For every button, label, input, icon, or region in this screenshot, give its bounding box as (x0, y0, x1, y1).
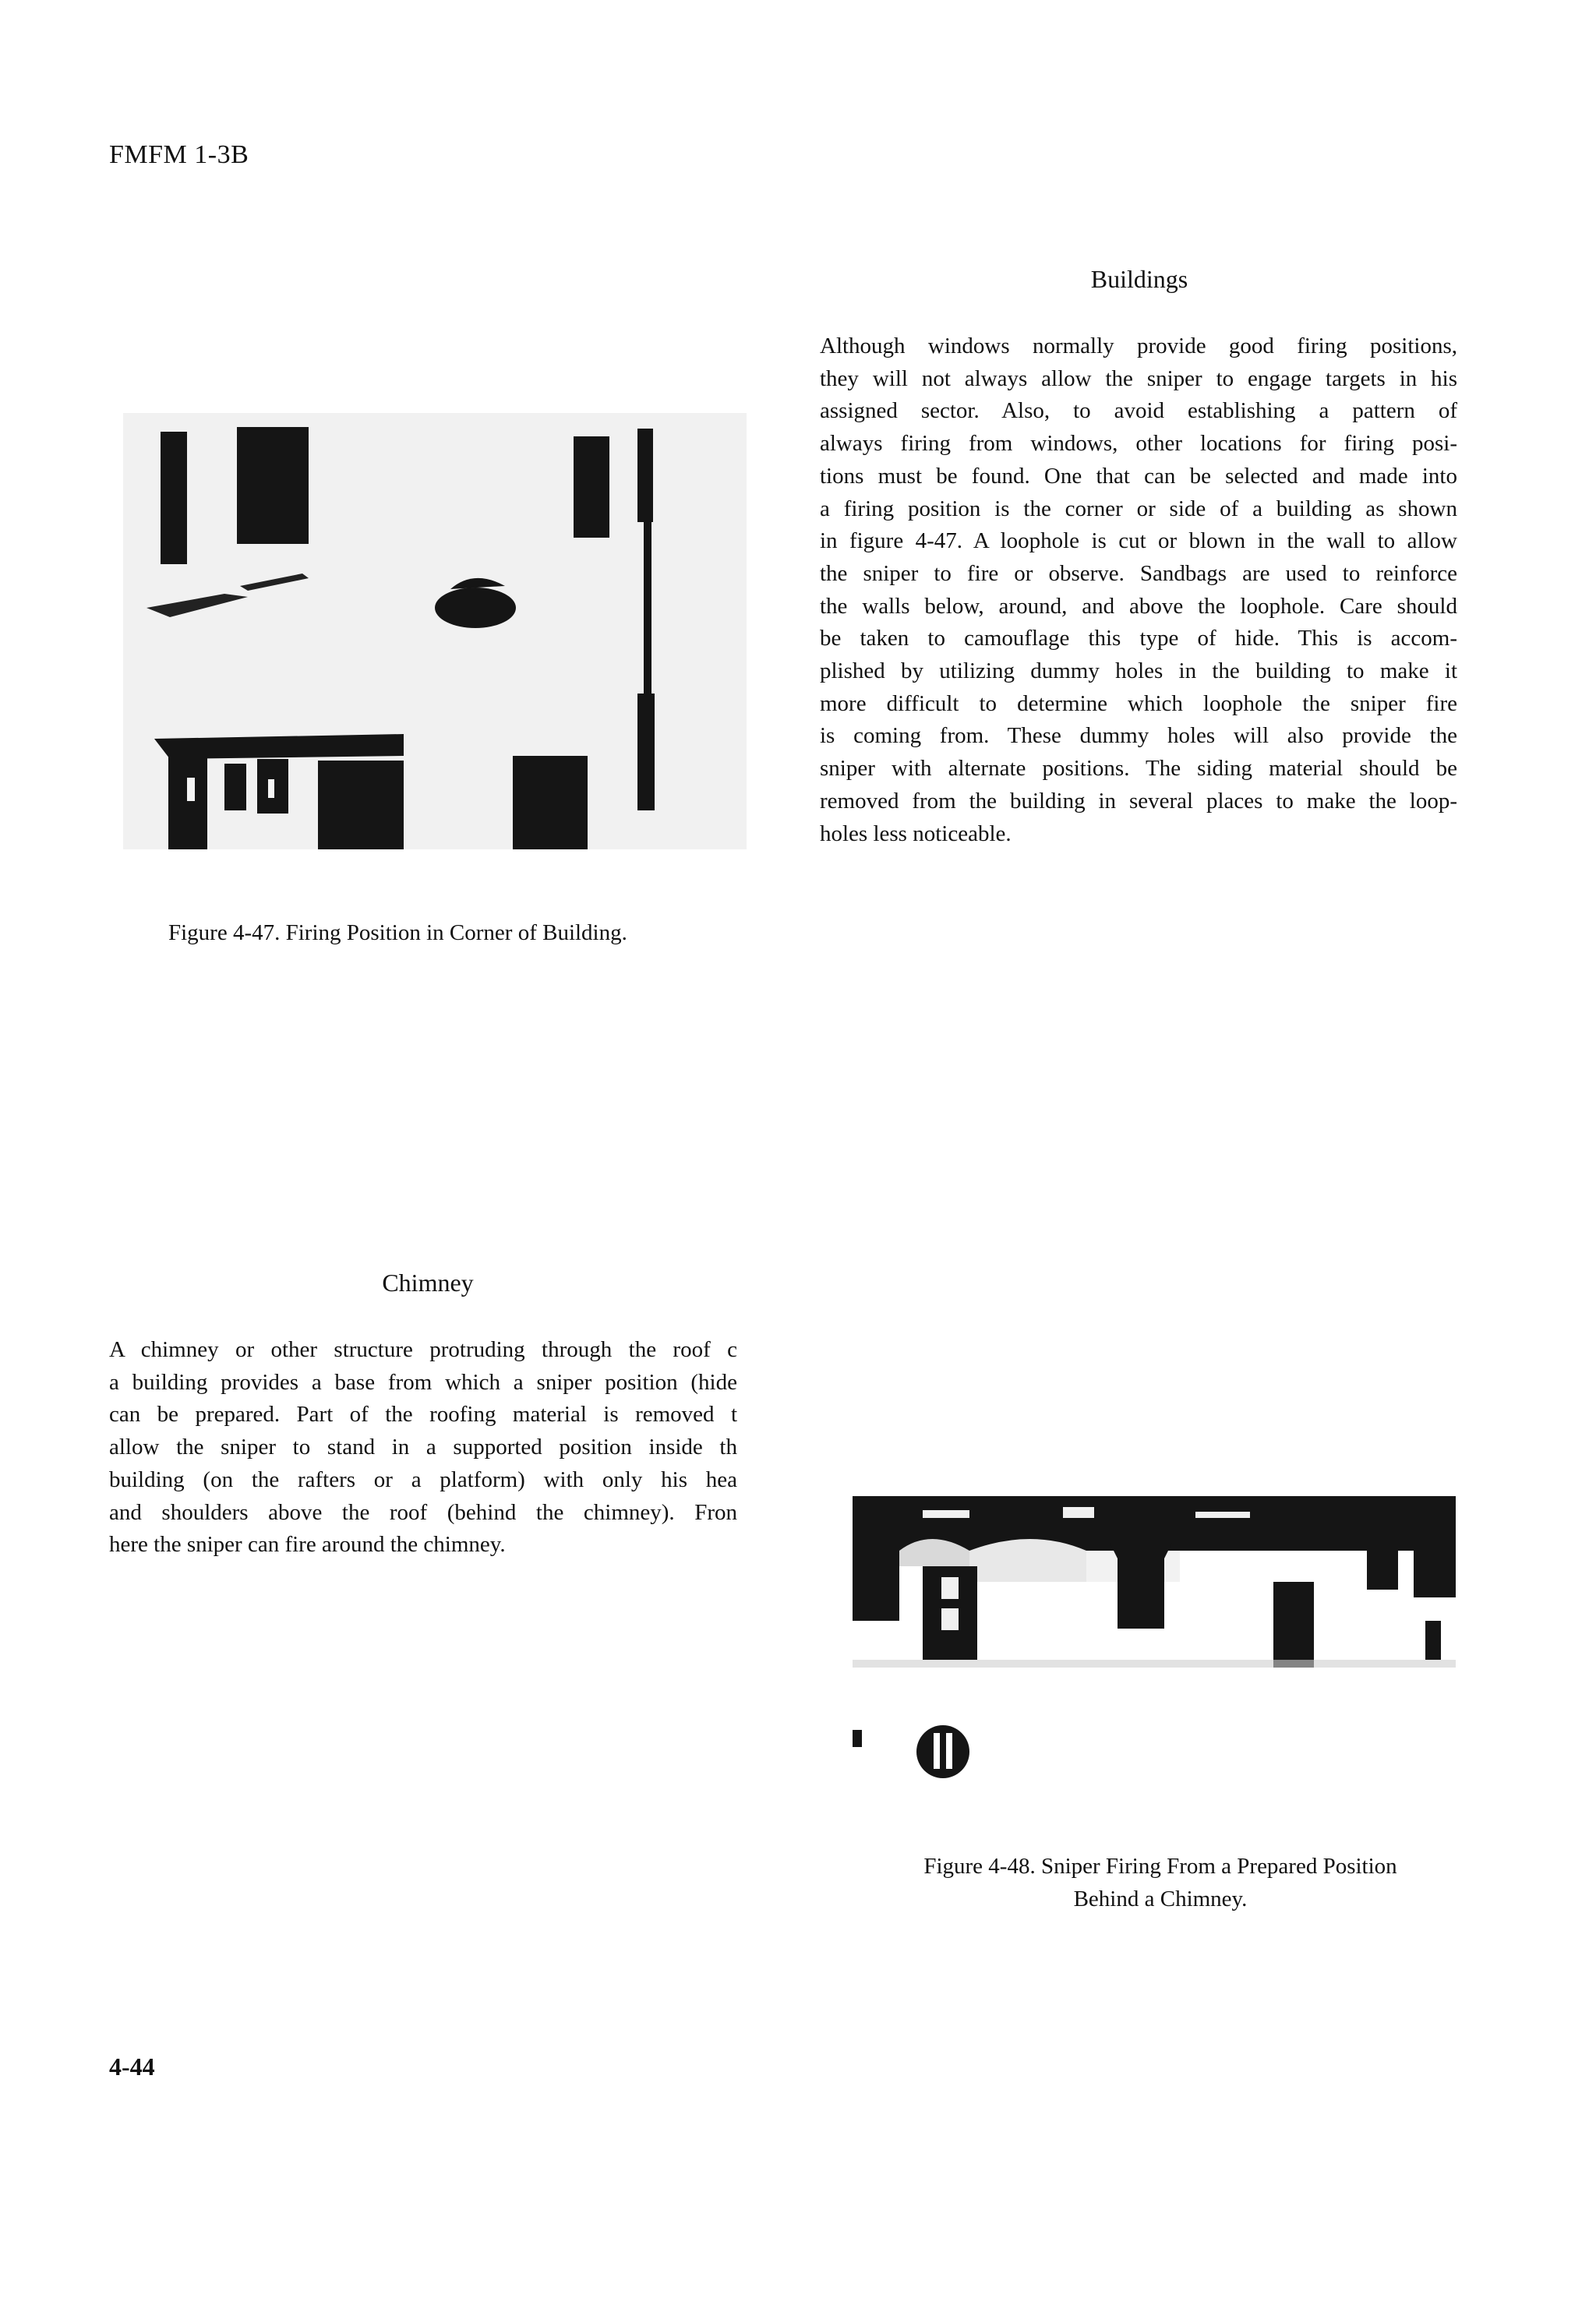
text-line: building (on the rafters or a platform) with only his hea (109, 1467, 737, 1492)
text-line: removed from the building in several places to make the loop- (820, 788, 1457, 814)
text-line: the walls below, around, and above the loophole. Care should (820, 593, 1457, 619)
page-number: 4-44 (109, 2053, 155, 2081)
section-title-chimney: Chimney (382, 1269, 474, 1297)
text-line: more difficult to determine which loophole the sniper fire (820, 690, 1457, 716)
text-line: a building provides a base from which a sniper position (hide (109, 1369, 737, 1395)
page-header-doc-id: FMFM 1-3B (109, 140, 249, 169)
text-line: plished by utilizing dummy holes in the building to make it (820, 658, 1457, 684)
figure-4-47-photo (123, 413, 747, 849)
building-corner-illustration (123, 413, 747, 849)
section-title-buildings: Buildings (1090, 265, 1188, 293)
text-line: sniper with alternate positions. The siding material should be (820, 756, 1457, 782)
text-line: Although windows normally provide good firing positions, (820, 334, 1457, 358)
text-line: in figure 4-47. A loophole is cut or blown in the wall to allow (820, 528, 1457, 554)
text-line: and shoulders above the roof (behind the chimney). Fron (109, 1499, 737, 1525)
text-line: holes less noticeable. (820, 821, 1012, 846)
chimney-position-illustration (853, 1496, 1456, 1784)
text-line: A chimney or other structure protruding through the roof c (109, 1337, 737, 1362)
text-line: tions must be found. One that can be selected and made into (820, 463, 1457, 489)
buildings-paragraph (820, 330, 1457, 850)
text-line: is coming from. These dummy holes will also provide the (820, 723, 1457, 749)
text-line: a firing position is the corner or side of a building as shown (820, 496, 1457, 521)
text-line: allow the sniper to stand in a supported position inside th (109, 1435, 737, 1460)
caption-line: Behind a Chimney. (1073, 1887, 1248, 1911)
text-line: always firing from windows, other locations for firing posi- (820, 431, 1457, 457)
text-line: here the sniper can fire around the chimney. (109, 1532, 506, 1558)
text-line: assigned sector. Also, to avoid establishing a pattern of (820, 398, 1457, 424)
text-line: be taken to camouflage this type of hide. This is accom- (820, 626, 1457, 651)
figure-4-48-photo (853, 1496, 1456, 1784)
text-line: they will not always allow the sniper to engage targets in his (820, 365, 1457, 391)
caption-line: Figure 4-48. Sniper Firing From a Prepared Position (923, 1854, 1397, 1879)
chimney-paragraph (109, 1334, 737, 1562)
text-line: can be prepared. Part of the roofing material is removed t (109, 1402, 737, 1428)
figure-4-48-caption (871, 1850, 1449, 1915)
figure-4-47-caption: Figure 4-47. Firing Position in Corner of Building. (168, 920, 627, 945)
text-line: the sniper to fire or observe. Sandbags are used to reinforce (820, 560, 1457, 586)
